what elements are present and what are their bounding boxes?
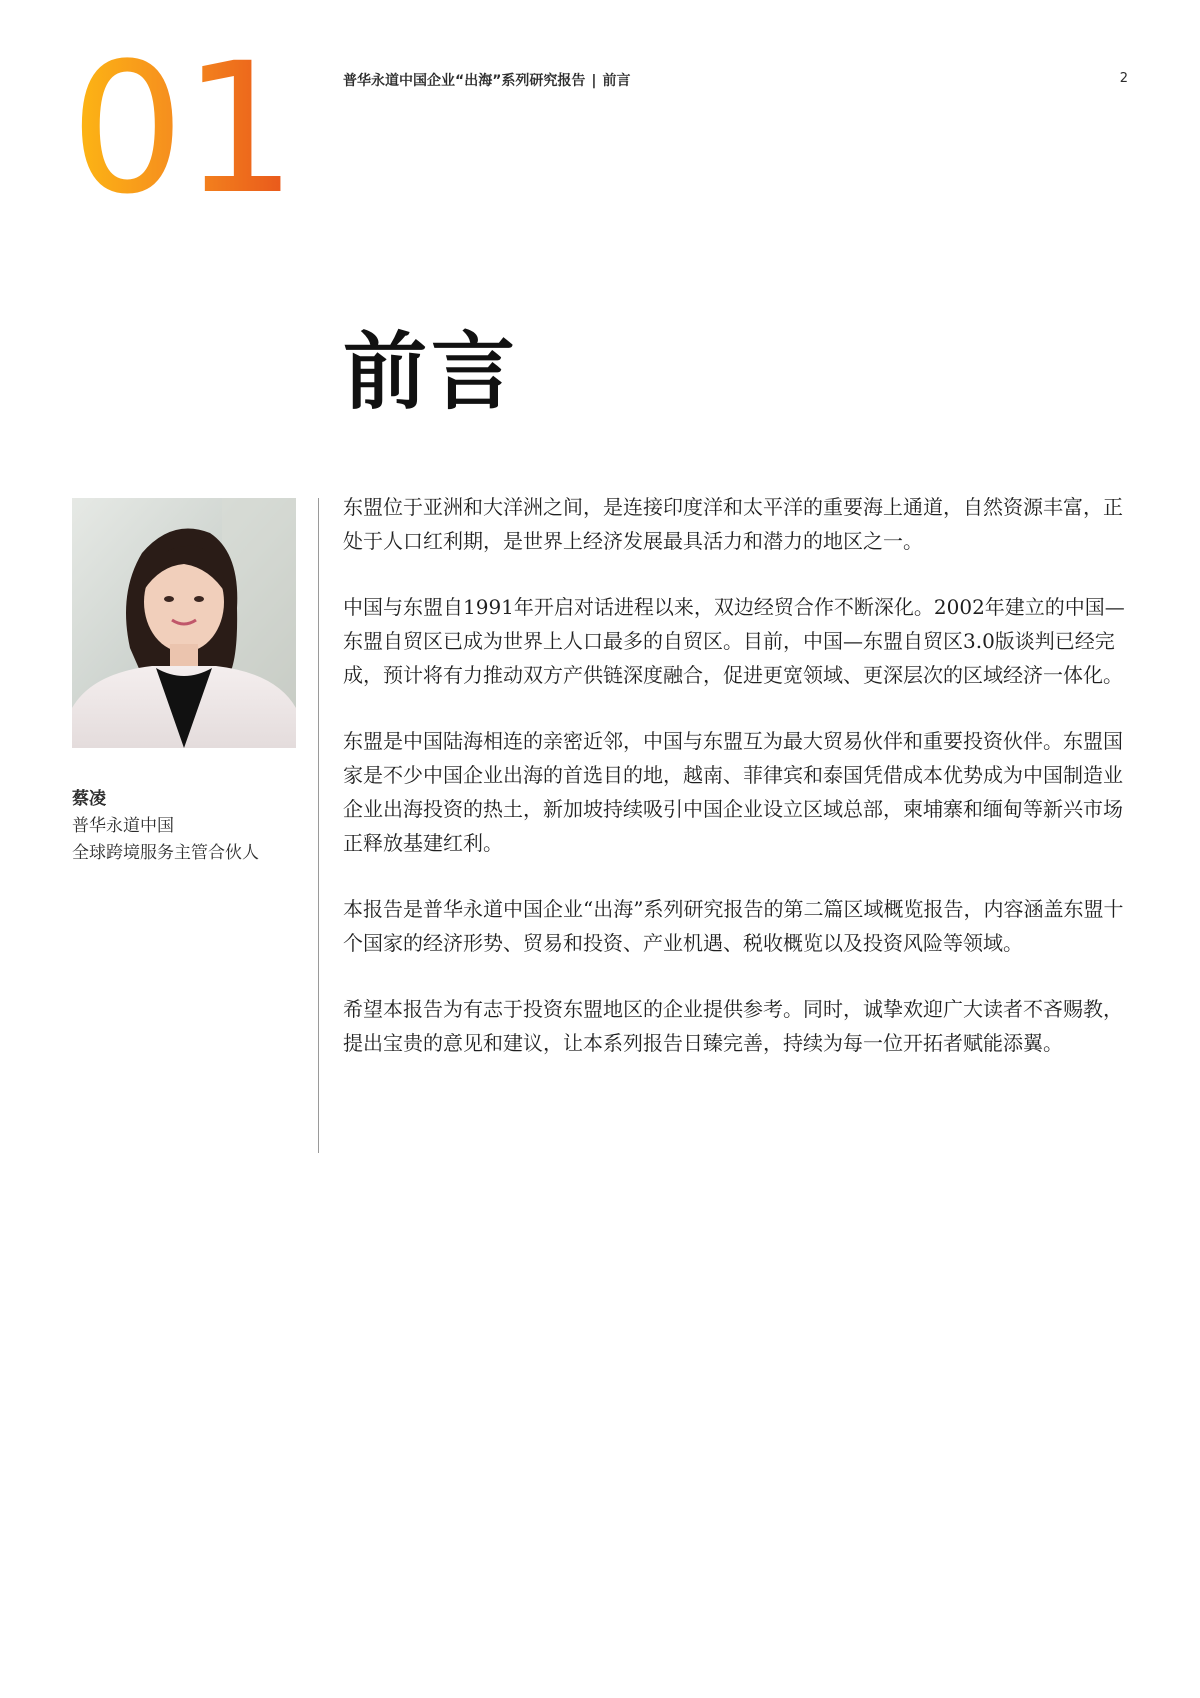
page-title: 前言 bbox=[343, 322, 520, 421]
paragraph: 希望本报告为有志于投资东盟地区的企业提供参考。同时，诚挚欢迎广大读者不吝赐教，提出宝贵的意见和建议，让本系列报告日臻完善，持续为每一位开拓者赋能添翼。 bbox=[343, 997, 1123, 1055]
running-header bbox=[343, 70, 631, 90]
portrait-illustration bbox=[72, 498, 296, 748]
author-info bbox=[72, 784, 259, 867]
author-role: 全球跨境服务主管合伙人 bbox=[72, 843, 259, 863]
foreword-body bbox=[343, 490, 1130, 1092]
running-header-title: 普华永道中国企业“出海”系列研究报告 bbox=[343, 73, 586, 89]
vertical-divider bbox=[318, 498, 319, 1153]
author-org: 普华永道中国 bbox=[72, 816, 174, 836]
running-header-separator: | bbox=[591, 73, 597, 89]
running-header-section: 前言 bbox=[602, 73, 631, 89]
paragraph: 东盟是中国陆海相连的亲密近邻，中国与东盟互为最大贸易伙伴和重要投资伙伴。东盟国家是不少中国企业出海的首选目的地，越南、菲律宾和泰国凭借成本优势成为中国制造业企业出海投资的热土，新加坡持续吸引中国企业设立区域总部，柬埔寨和缅甸等新兴市场正释放基建红利。 bbox=[343, 729, 1123, 855]
paragraph: 中国与东盟自1991年开启对话进程以来，双边经贸合作不断深化。2002年建立的中国—东盟自贸区已成为世界上人口最多的自贸区。目前，中国—东盟自贸区3.0版谈判已经完成，预计将有力推动双方产供链深度融合，促进更宽领域、更深层次的区域经济一体化。 bbox=[343, 595, 1125, 687]
paragraph: 东盟位于亚洲和大洋洲之间，是连接印度洋和太平洋的重要海上通道，自然资源丰富，正处于人口红利期，是世界上经济发展最具活力和潜力的地区之一。 bbox=[343, 495, 1123, 553]
page-number: 2 bbox=[1119, 71, 1128, 86]
author-portrait bbox=[72, 498, 296, 748]
author-name: 蔡凌 bbox=[72, 789, 106, 809]
chapter-number: 01 bbox=[70, 25, 296, 234]
paragraph: 本报告是普华永道中国企业“出海”系列研究报告的第二篇区域概览报告，内容涵盖东盟十个国家的经济形势、贸易和投资、产业机遇、税收概览以及投资风险等领域。 bbox=[343, 897, 1124, 955]
